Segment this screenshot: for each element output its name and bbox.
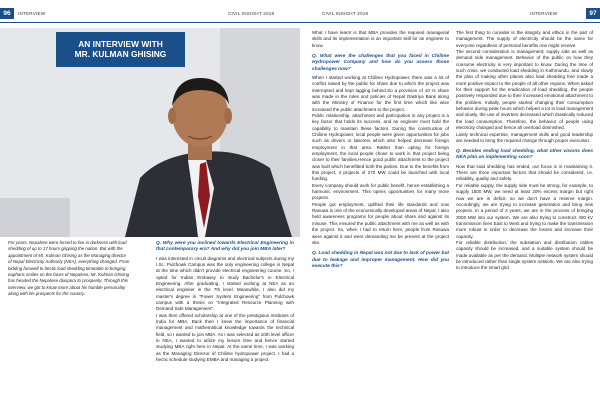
intro-paragraph: For years, Nepalese were forced to live in darkness with load shedding of up to 17 hours gripping the nation. But with the appointment of Mr. Kulman Ghising as the Managing director of Nepal Electricity Authority (NEA), everything changed. From bidding farewell to hectic load shedding timetable to bringing euphoric smiles on the faces of Nepalese, Mr. Kulman Ghising has headed the Nepalese diaspora to prosperity. Through this interview, we got to know more about his humble personality along with his prospects for the country.: [8, 240, 130, 297]
answer-4-paragraph-2: For reliable supply, the supply side must be strong, for example, to supply 1500 MW, we need at least 20% excess margin but right now we are in deficit, so we don't have a reserve margin. Accordingly, we are trying to increase generation and bring new projects. In a period of 3 years, we are in the process of bringing 3000 MW into our system. We are also trying to construct 400 kV transmission lines East to West and trying to make the transmission more robust in order to decrease the losses and increase their capacity.: [456, 182, 593, 239]
right-body-column-2: [456, 30, 593, 272]
answer-1-continued: What I have learnt is that MBA provides the required managerial skills and its implementation is an important skill for an engineer to know.: [312, 30, 449, 48]
title-line-2: MR. KULMAN GHISING: [74, 49, 167, 59]
right-page: [300, 0, 600, 420]
left-magazine-label: CIVIL INSIGHT 2018: [228, 11, 275, 16]
answer-2-paragraph-3: Every company should work for public benefit, hence establishing a harmonic environment. This opens opportunities for many more projects.: [312, 182, 449, 201]
answer-4-paragraph-3: For reliable distribution, the substation and distribution cables capacity should be increased, and a suitable system should be made available as per the demand. Multiple network system should be introduced rather than single system network. We are also trying to introduce the smart grid: [456, 239, 593, 271]
answer-1-paragraph-2: I was then offered scholarship at one of the prestigious institutes of India for MBA. Back then I knew the importance of financial management and mathematical knowledge towards the technical field, so I wanted to join MBA. As I was selected as 10th level officer in NEA, I wanted to utilize my leisure time and hence started studying MBA right here in Nepal. At the same time, I was working as the Managing Director of Chilime hydropower project. I had a hectic schedule studying EMBA and managing a project.: [156, 312, 294, 363]
right-magazine-label: CIVIL INSIGHT 2018: [322, 11, 369, 16]
answer-2-paragraph-2: Public relationship, attachment and participation in any project is a key factor that holds its success, and an engineer must hold the capability to maintain these factors. During the construction of Chilime Hydropower, local people were given opportunities for jobs such as drivers or laborers which also helped decrease foreign employment in that area. Rather than opting for foreign employment, the local people chose to work in that project being closer to their families.Hence good public attachment to the project was built which benefitted both the parties. Due to the benefits from this project, 4 projects of 270 MW could be launched with local funding.: [312, 112, 449, 182]
left-section-label: INTERVIEW: [18, 11, 46, 16]
question-3: Q. Load shedding in Nepal was not due to lack of power but due to leakage and improper management. How did you execute this?: [312, 251, 449, 269]
interview-title-banner: [56, 32, 185, 67]
left-body-column: [156, 241, 294, 363]
right-body-column-1: [312, 30, 449, 272]
answer-3-paragraph-2: The second consideration is management; supply side as well as demand side management. Behavior of the public on how they consume electricity is very important to know. During the time of such crisis, we conducted load shedding in Kathmandu, and slowly the plan of making other places also load shedding free made a more positive impact to the people of all other regions. When asked for their support for the eradication of load shedding, the people positively responded due to their increased emotional attachment to the problem. Initially, people started changing their consumption behavior during peak hours which helped a lot in load management and slowly, the use of inverters decreased which drastically reduced the load consumption. Therefore, the behavior of people using electricity changed and hence all overload diminished.: [456, 49, 593, 131]
answer-3-paragraph-3: Lastly technical expertise, management skills and good leadership are needed to bring the required change through proper execution.: [456, 131, 593, 143]
question-1: Q. Why were you inclined towards Electrical Engineering in that contemporary era? And why did you join MBA later?: [156, 241, 294, 253]
left-header-rule: [0, 22, 300, 23]
question-2: Q. What were the challenges that you faced in Chilime Hydropower Company and how do you assess those challenges now?: [312, 54, 449, 72]
answer-2-paragraph: When I started working at Chilime Hydropower, there was a lot of conflict raised by the public for share due to which the project was interrupted and kept lagging behind.So a provision of 10 % share was made in the rules and policies of Nepal Rastriya Bank along with the Ministry of Finance for the first time which like wise increased the public attachment to the project.: [312, 74, 449, 112]
answer-1-paragraph: I was interested in circuit diagrams and electrical subjects during my I.Sc. Pulchowk Campus was the only engineering college in Nepal at the time which didn't provide electrical engineering course. So, I opted for Indian Embassy to study Bachelor's in Electrical Engineering. After graduating, I started working at NEA as an electrical engineer in the 7th level. Meanwhile, I also did my master's degree in "Power System Engineering" from Pulchowk campus with a thesis on "Integrated Resource Planning with Demand Side Management".: [156, 255, 294, 312]
answer-3-paragraph: The first thing to consider is the integrity and ethics in the part of management. The supply of electricity should be the same for everyone regardless of personal benefits one might receive.: [456, 30, 593, 48]
right-section-label: INTERVIEW: [530, 11, 558, 16]
right-page-number: 97: [586, 8, 600, 19]
right-header-rule: [300, 22, 600, 23]
question-4: Q. Besides ending load shedding, what other visions does NEA plan on implementing soon?: [456, 149, 593, 161]
title-line-1: AN INTERVIEW WITH: [78, 39, 163, 49]
answer-4-paragraph: Now that load shedding has ended, our focus is in maintaining it. There are three important factors that should be considered, i.e. reliability, quality and safety.: [456, 163, 593, 182]
answer-2-paragraph-4: People got employment, uplifted their life standards and now Rasuwa is one of the economically developed areas of Nepal. I also held awareness programs for people about share and against its misuse. This ensured the public attachment with me as well as with the project. So, when I had to return here, people from Rasuwa were against it and were demanding me be present at the project site.: [312, 201, 449, 245]
left-page-number: 96: [0, 8, 14, 19]
